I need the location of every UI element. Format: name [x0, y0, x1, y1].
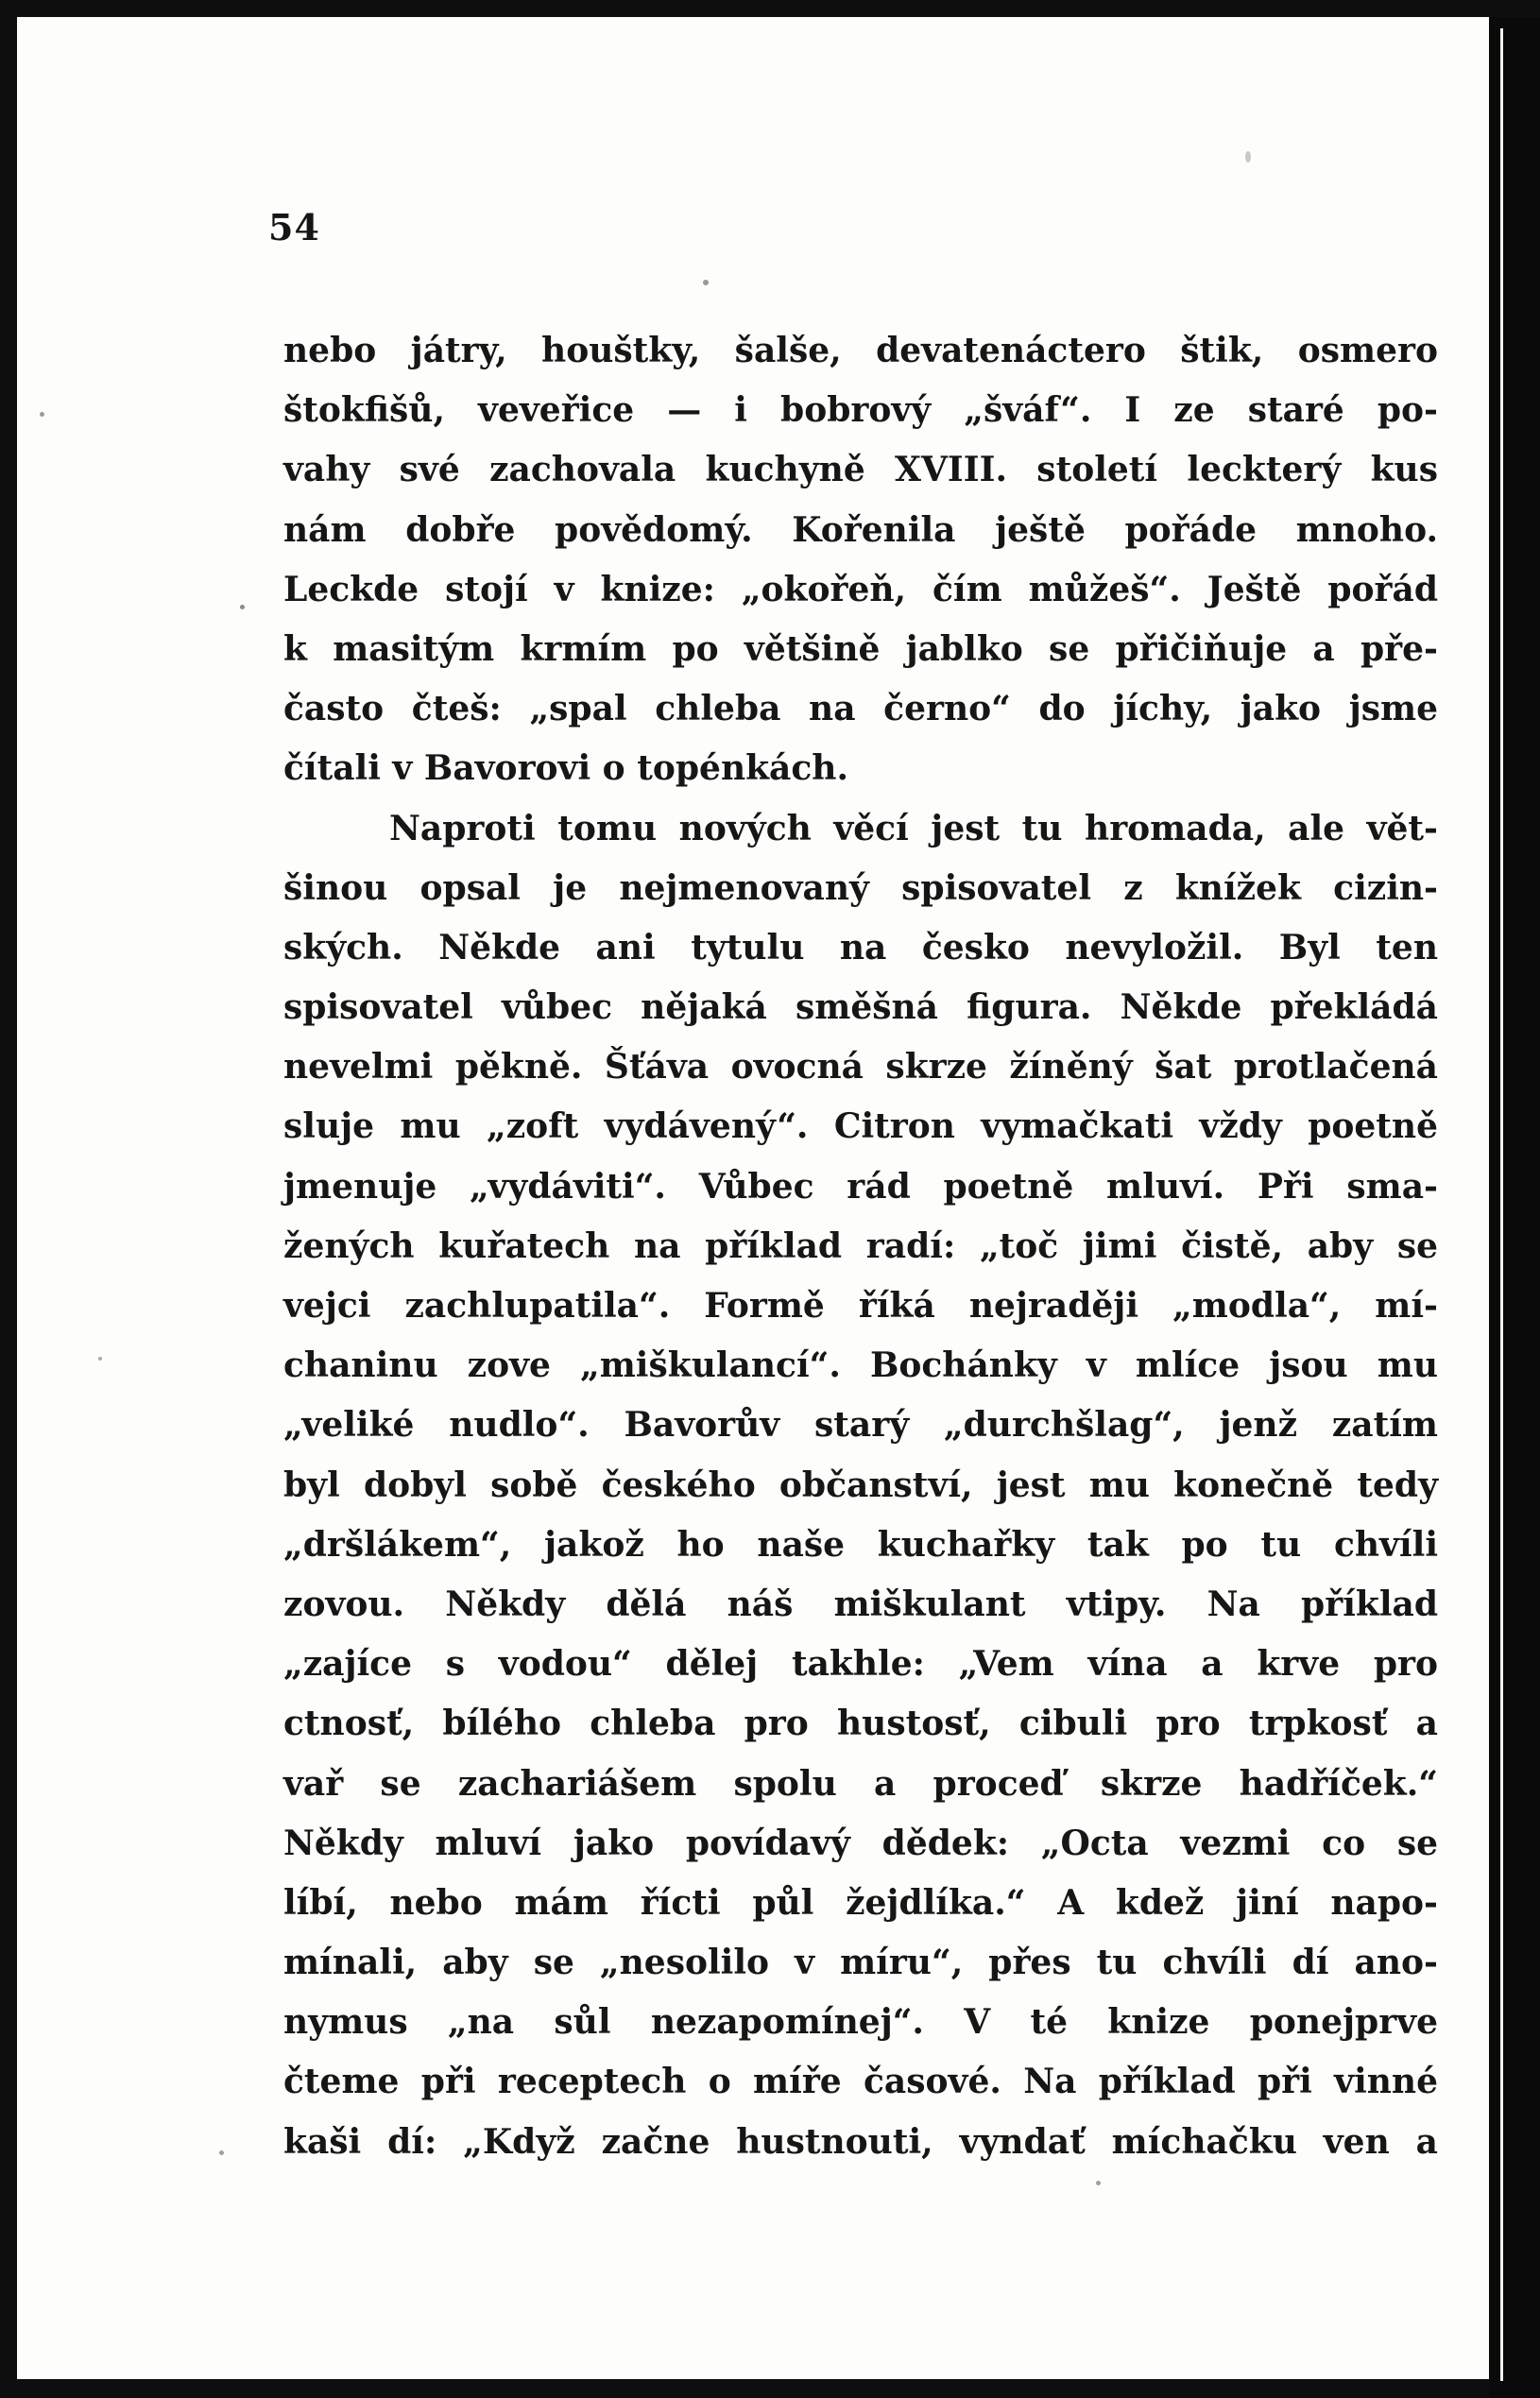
print-speck [219, 2150, 224, 2155]
text-line: „zajíce s vodou“ dělej takhle: „Vem vína a krve pro [283, 1644, 1438, 1685]
text-line: spisovatel vůbec nějaká směšná figura. Někde překládá [283, 987, 1438, 1028]
text-line: kaši dí: „Když začne hustnouti, vyndať míchačku ven a [283, 2121, 1438, 2162]
text-line: k masitým krmím po většině jablko se přičiňuje a pře- [283, 628, 1438, 669]
print-speck [240, 605, 245, 609]
text-line: vejci zachlupatila“. Formě říká nejraději „modla“, mí- [283, 1286, 1438, 1326]
text-line: „veliké nudlo“. Bavorův starý „durchšlag“, jenž zatím [283, 1405, 1438, 1446]
text-line: Naproti tomu nových věcí jest tu hromada, ale vět- [389, 808, 1438, 848]
print-speck [40, 412, 44, 417]
print-speck [1245, 151, 1251, 163]
text-line: nám dobře povědomý. Kořenila ještě pořáde mnoho. [283, 509, 1438, 550]
page-number: 54 [268, 206, 320, 248]
text-line: mínali, aby se „nesolilo v míru“, přes tu chvíli dí ano- [283, 1943, 1438, 1983]
text-line: čteme při receptech o míře časové. Na příklad při vinné [283, 2062, 1438, 2102]
text-line: nebo játry, houštky, šalše, devatenáctero štik, osmero [283, 331, 1438, 370]
book-page [17, 17, 1489, 2379]
text-line: chaninu zove „miškulancí“. Bochánky v mlíce jsou mu [283, 1345, 1438, 1386]
text-line: Někdy mluví jako povídavý dědek: „Octa vezmi co se [283, 1823, 1438, 1863]
page-edge-shadow [1489, 17, 1540, 2398]
text-line: vař se zachariášem spolu a proceď skrze hadříček.“ [283, 1763, 1438, 1804]
text-line: často čteš: „spal chleba na černo“ do jíchy, jako jsme [283, 689, 1438, 729]
text-line: líbí, nebo mám řícti půl žejdlíka.“ A kdež jiní napo- [283, 1882, 1438, 1923]
text-line: vahy své zachovala kuchyně XVIII. století leckterý kus [283, 450, 1438, 490]
text-line: byl dobyl sobě českého občanství, jest mu konečně tedy [283, 1464, 1438, 1505]
print-speck [1096, 2181, 1101, 2185]
print-speck [98, 1357, 102, 1361]
text-line: čítali v Bavorovi o topénkách. [283, 748, 849, 789]
text-line: ctnosť, bílého chleba pro hustosť, cibuli pro trpkosť a [283, 1704, 1438, 1744]
text-line: ských. Někde ani tytulu na česko nevyložil. Byl ten [283, 927, 1438, 968]
text-line: jmenuje „vydáviti“. Vůbec rád poetně mluví. Při sma- [283, 1166, 1438, 1207]
body-text [283, 321, 1438, 2172]
text-line: nevelmi pěkně. Šťáva ovocná skrze žíněný šat protlačená [283, 1047, 1438, 1088]
print-speck [703, 280, 709, 285]
text-line: zovou. Někdy dělá náš miškulant vtipy. Na příklad [283, 1584, 1438, 1624]
text-line: „dršlákem“, jakož ho naše kuchařky tak po tu chvíli [283, 1524, 1438, 1565]
text-line: nymus „na sůl nezapomínej“. V té knize ponejprve [283, 2002, 1438, 2043]
text-line: žených kuřatech na příklad radí: „toč jimi čistě, aby se [283, 1225, 1438, 1266]
page-edge-line [1500, 28, 1503, 2381]
text-line: štokfišů, veveřice — i bobrový „šváf“. I ze staré po- [283, 390, 1438, 431]
text-line: Leckde stojí v knize: „okořeň, čím můžeš“. Ještě pořád [283, 569, 1438, 609]
text-line: sluje mu „zoft vydávený“. Citron vymačkati vždy poetně [283, 1106, 1438, 1147]
text-line: šinou opsal je nejmenovaný spisovatel z knížek cizin- [283, 867, 1438, 908]
